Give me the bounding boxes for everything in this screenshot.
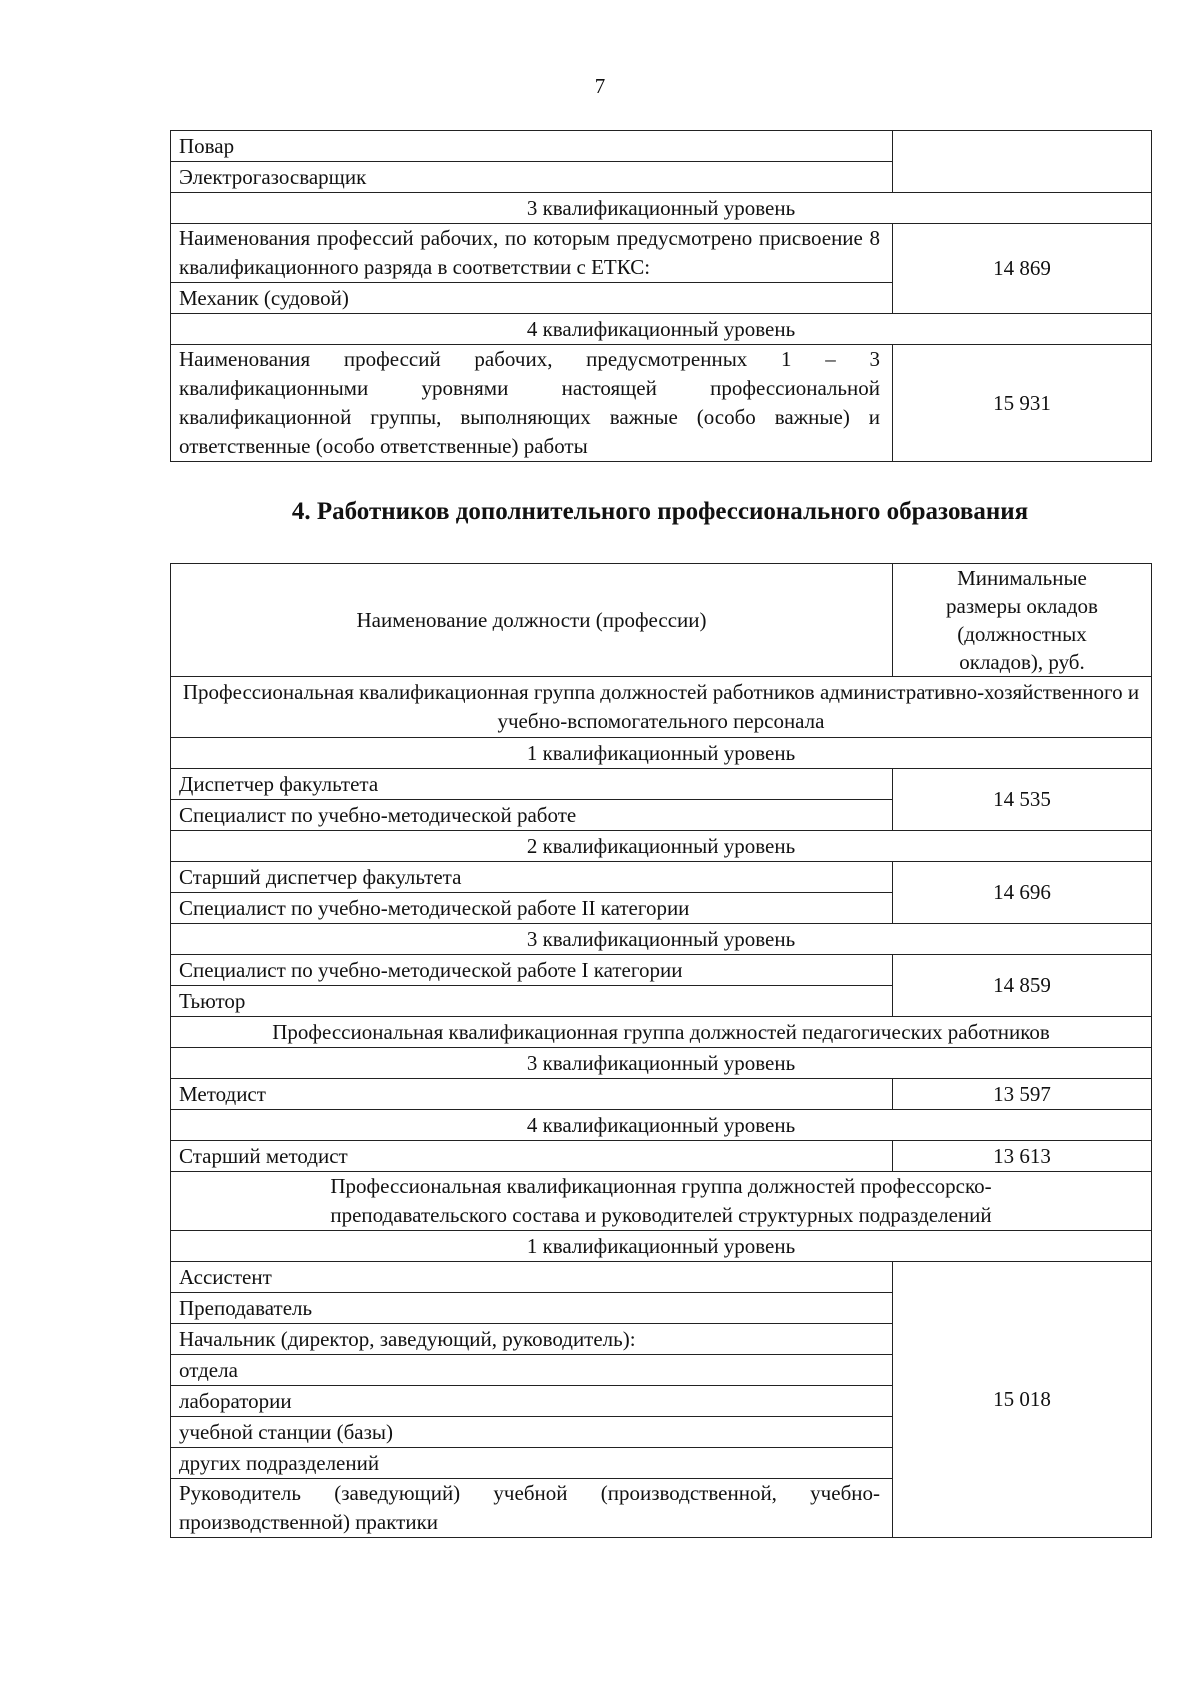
header-salary: Минимальные размеры окладов (должностных окладов), руб. (893, 564, 1152, 677)
table-row: других подразделений (171, 1448, 893, 1479)
table-row: Начальник (директор, заведующий, руководитель): (171, 1324, 893, 1355)
salary-cell: 13 597 (893, 1079, 1152, 1110)
section-title: 4. Работников дополнительного профессионального образования (291, 498, 1029, 525)
table-row: лаборатории (171, 1386, 893, 1417)
table-row: Методист (171, 1079, 893, 1110)
table-row: Электрогазосварщик (171, 162, 893, 193)
table-row: Тьютор (171, 986, 893, 1017)
level-row: 2 квалификационный уровень (171, 831, 1152, 862)
level-row: 1 квалификационный уровень (171, 1231, 1152, 1262)
table-row: Преподаватель (171, 1293, 893, 1324)
level-row: 1 квалификационный уровень (171, 738, 1152, 769)
page-number: 7 (594, 74, 606, 98)
table-row: Механик (судовой) (171, 283, 893, 314)
table-row: Специалист по учебно-методической работе (171, 800, 893, 831)
level-row: 3 квалификационный уровень (171, 1048, 1152, 1079)
level-row: 3 квалификационный уровень (171, 193, 1152, 224)
table-row: учебной станции (базы) (171, 1417, 893, 1448)
level-row: 4 квалификационный уровень (171, 314, 1152, 345)
table-row: Ассистент (171, 1262, 893, 1293)
salary-cell-empty (893, 131, 1152, 193)
table-row: Старший диспетчер факультета (171, 862, 893, 893)
group-title: Профессиональная квалификационная группа должностей работников административно-хозяйственного и учебно-вспомогательного персонала (171, 677, 1152, 738)
salary-cell: 13 613 (893, 1141, 1152, 1172)
salary-table-continued (170, 130, 1152, 462)
level-row: 4 квалификационный уровень (171, 1110, 1152, 1141)
table-row: Диспетчер факультета (171, 769, 893, 800)
salary-cell: 15 931 (893, 345, 1152, 462)
table-row: Повар (171, 131, 893, 162)
level-row: 3 квалификационный уровень (171, 924, 1152, 955)
table-row: Руководитель (заведующий) учебной (производственной, учебно-производственной) практики (171, 1479, 893, 1538)
table-row: Старший методист (171, 1141, 893, 1172)
table-row-desc: Наименования профессий рабочих, предусмотренных 1 – 3 квалификационными уровнями настоящей профессиональной квалификационной группы, выполняющих важные (особо важные) и ответственные (особо ответственные) работы (171, 345, 893, 462)
salary-cell: 15 018 (893, 1262, 1152, 1538)
salary-table (170, 563, 1152, 1538)
salary-cell: 14 859 (893, 955, 1152, 1017)
salary-cell: 14 869 (893, 224, 1152, 314)
group-title: Профессиональная квалификационная группа должностей педагогических работников (171, 1017, 1152, 1048)
salary-cell: 14 696 (893, 862, 1152, 924)
salary-cell: 14 535 (893, 769, 1152, 831)
table-row-desc: Наименования профессий рабочих, по которым предусмотрено присвоение 8 квалификационного разряда в соответствии с ЕТКС: (171, 224, 893, 283)
header-position: Наименование должности (профессии) (171, 564, 893, 677)
table-row: Специалист по учебно-методической работе I категории (171, 955, 893, 986)
table-row: Специалист по учебно-методической работе II категории (171, 893, 893, 924)
table-row: отдела (171, 1355, 893, 1386)
group-title: Профессиональная квалификационная группа должностей профессорско-преподавательского состава и руководителей структурных подразделений (171, 1172, 1152, 1231)
